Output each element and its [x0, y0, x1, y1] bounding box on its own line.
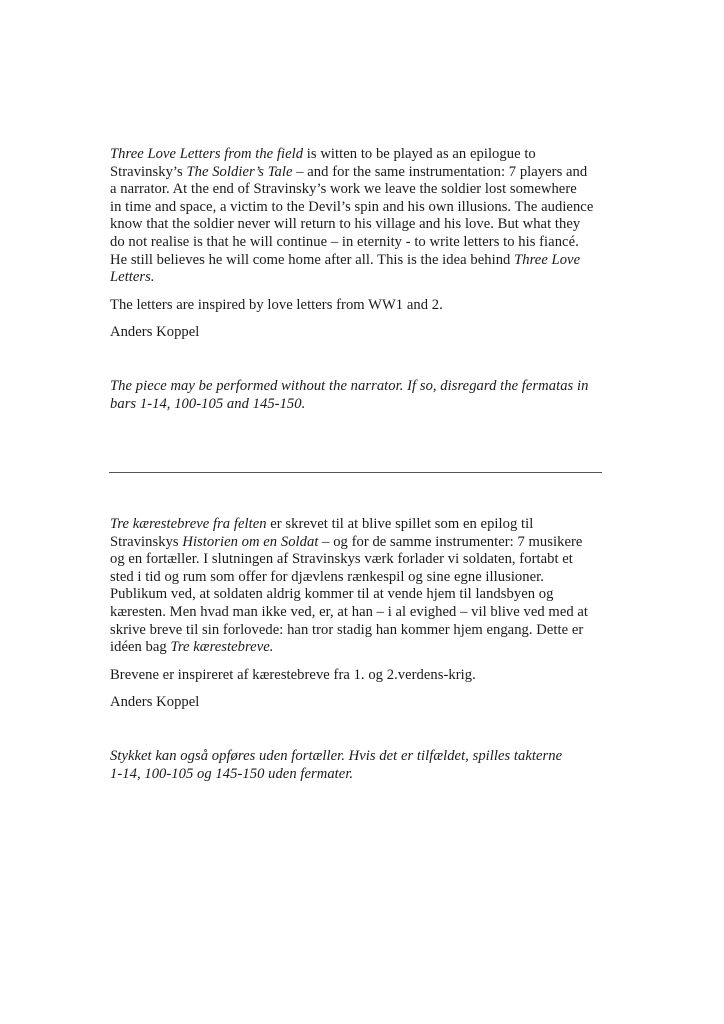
text-line [110, 639, 615, 657]
english-intro-paragraph [110, 146, 615, 287]
text-line [110, 551, 615, 569]
english-inspiration-text: The letters are inspired by love letters from WW1 and 2. [110, 296, 443, 313]
text-run: know that the soldier never will return to his village and his love. But what they [110, 216, 581, 233]
note-line: bars 1-14, 100-105 and 145-150. [110, 395, 306, 412]
danish-author-signature: Anders Koppel [110, 694, 200, 711]
text-run: a narrator. At the end of Stravinsky’s work we leave the soldier lost somewhere [110, 181, 577, 198]
text-line [110, 586, 615, 604]
note-line: 1-14, 100-105 og 145-150 uden fermater. [110, 765, 354, 782]
italic-title-run: Letters. [110, 269, 155, 286]
text-line [110, 269, 615, 287]
horizontal-rule [109, 472, 602, 473]
text-line [110, 234, 615, 252]
text-run: idéen bag [110, 639, 171, 656]
text-run: in time and space, a victim to the Devil’s spin and his own illusions. The audience [110, 198, 594, 215]
text-run: Publikum ved, at soldaten aldrig kommer til at vende hjem til landsbyen og [110, 586, 554, 603]
section-divider [109, 472, 602, 474]
text-run: Stravinskys [110, 533, 183, 550]
italic-title-run: Three Love [514, 251, 581, 268]
text-line [110, 516, 615, 534]
note-line: Stykket kan også opføres uden fortæller. Hvis det er tilfældet, spilles takterne [110, 747, 563, 764]
text-line [110, 164, 615, 182]
text-run: Stravinsky’s [110, 163, 187, 180]
text-run: – og for de samme instrumenter: 7 musikere [318, 533, 583, 550]
text-line [110, 622, 615, 640]
text-line [110, 534, 615, 552]
italic-title-run: Tre kærestebreve fra felten [110, 516, 267, 532]
text-run: do not realise is that he will continue – in eternity - to write letters to his fiancé. [110, 233, 579, 250]
note-line: The piece may be performed without the narrator. If so, disregard the fermatas in [110, 377, 589, 394]
danish-section [110, 516, 615, 783]
text-line [110, 199, 615, 217]
text-line [110, 216, 615, 234]
english-author-signature: Anders Koppel [110, 324, 200, 341]
italic-title-run: Tre kærestebreve. [170, 639, 274, 656]
text-line [110, 252, 615, 270]
text-line [110, 604, 615, 622]
text-run: og en fortæller. I slutningen af Stravinskys værk forlader vi soldaten, fortabt et [110, 551, 573, 568]
english-section [110, 146, 615, 413]
danish-performance-note [110, 748, 615, 783]
italic-title-run: Historien om en Soldat [182, 533, 319, 550]
text-run: is witten to be played as an epilogue to [303, 146, 536, 162]
text-run: kæresten. Men hvad man ikke ved, er, at han – i al evighed – vil blive ved med at [110, 603, 589, 620]
italic-title-run: The Soldier’s Tale [186, 163, 293, 180]
text-run: He still believes he will come home after all. This is the idea behind [110, 251, 515, 268]
text-run: skrive breve til sin forlovede: han tror stadig han kommer hjem engang. Dette er [110, 621, 584, 638]
text-line [110, 146, 615, 164]
text-run: sted i tid og rum som offer for djævlens rænkespil og sine egne illusioner. [110, 568, 544, 585]
text-run: er skrevet til at blive spillet som en epilog til [266, 516, 534, 532]
danish-inspiration-text: Brevene er inspireret af kærestebreve fra 1. og 2.verdens-krig. [110, 666, 476, 683]
english-performance-note [110, 378, 615, 413]
text-run: – and for the same instrumentation: 7 players and [292, 163, 588, 180]
text-line [110, 181, 615, 199]
text-line [110, 569, 615, 587]
italic-title-run: Three Love Letters from the field [110, 146, 304, 162]
danish-intro-paragraph [110, 516, 615, 657]
